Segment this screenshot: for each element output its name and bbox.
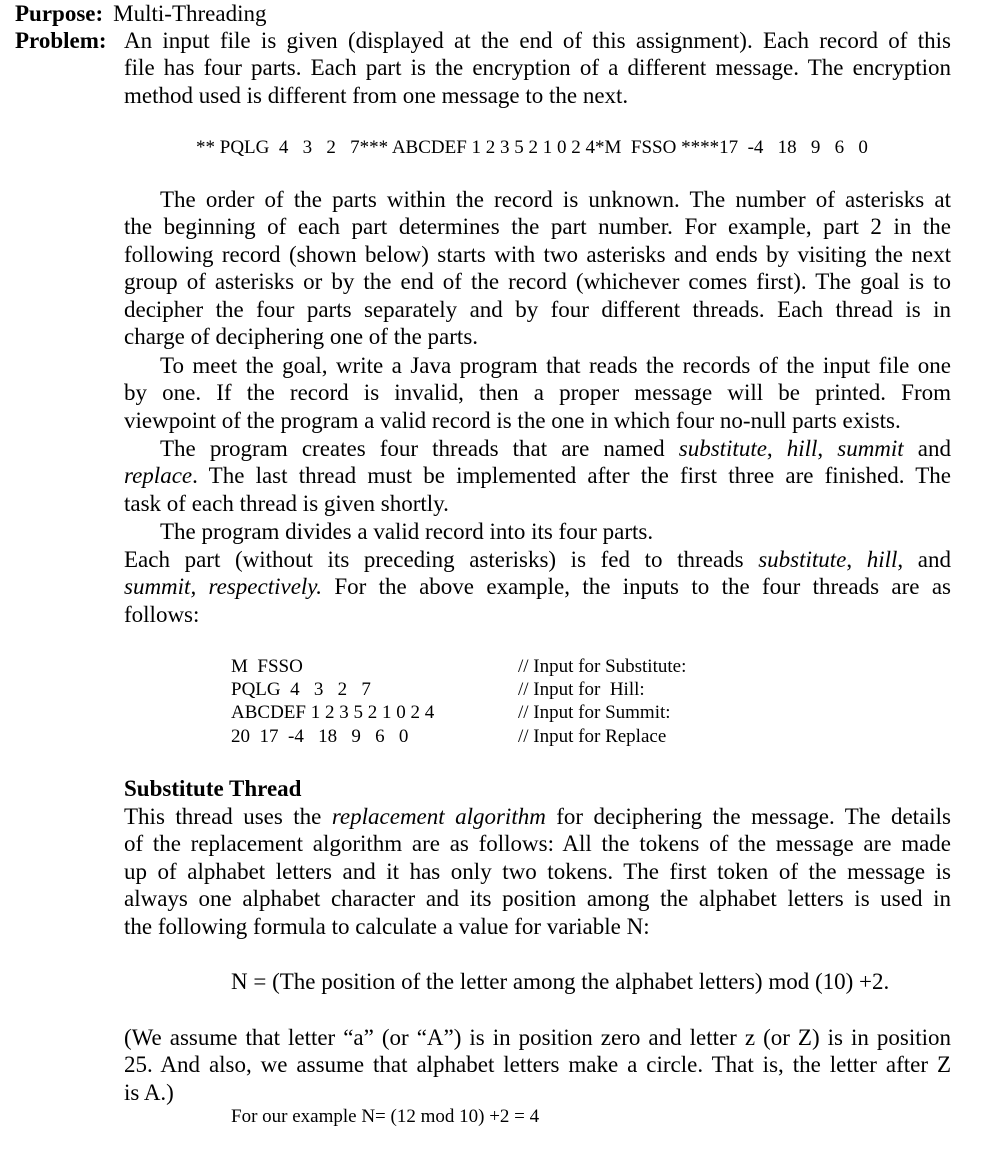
divides-line: The program divides a valid record into its four parts. [160,519,654,544]
each-part-hill: hill [866,547,898,572]
threads-line-2 [124,462,951,489]
order-line-2: the beginning of each part determines the part number. For example, part 2 in the [124,214,951,240]
input-summit: ABCDEF 1 2 3 5 2 1 0 2 4 [231,702,435,724]
each-part-line-1 [124,546,951,573]
substitute-line-1 [124,803,951,830]
order-line-6: charge of deciphering one of the parts. [124,323,479,349]
thread-name-hill: hill [786,436,818,461]
order-paragraph [124,186,951,350]
problem-paragraph [124,27,951,109]
goal-line-3: viewpoint of the program a valid record is the one in which four no-null parts exists. [124,407,901,433]
each-part-substitute: substitute [758,547,847,572]
order-line-5: decipher the four parts separately and by four different threads. Each thread is in [124,296,951,322]
comment-hill: // Input for Hill: [518,679,645,701]
inputs-column [231,655,511,748]
each-part-line-2 [124,573,951,600]
problem-line-2: file has four parts. Each part is the encryption of a different message. The encryption [124,55,951,81]
purpose-text: Multi-Threading [113,1,267,26]
substitute-heading: Substitute Thread [124,776,302,801]
threads-line-2-text: . The last thread must be implemented after the first three are finished. The [192,463,951,489]
substitute-line-1-start: This thread uses the [124,804,332,829]
goal-line-1: To meet the goal, write a Java program that reads the records of the input file one [160,353,951,378]
problem-line-3: method used is different from one message to the next. [124,82,629,108]
thread-name-substitute: substitute [678,436,767,461]
comments-column [518,655,778,748]
divides-paragraph [124,518,951,545]
assumption-line-2: 25. And also, we assume that alphabet letters make a circle. That is, the letter after Z [124,1052,951,1078]
substitute-line-5: the following formula to calculate a value for variable N: [124,913,650,939]
problem-label-line [15,27,107,54]
input-substitute: M FSSO [231,656,303,677]
problem-line-1: An input file is given (displayed at the end of this assignment). Each record of this [124,28,951,53]
purpose-label: Purpose: [15,1,104,26]
problem-label: Problem: [15,28,107,53]
goal-paragraph [124,352,951,434]
each-part-line-1-text: Each part (without its preceding asterisks) is fed to threads [124,547,759,572]
threads-sep-2: , [817,436,838,461]
comment-summit: // Input for Summit: [518,702,671,724]
threads-paragraph [124,435,951,517]
order-line-1: The order of the parts within the record is unknown. The number of asterisks at [160,187,951,212]
comment-substitute: // Input for Substitute: [518,656,687,677]
replacement-algorithm-term: replacement algorithm [331,804,546,829]
purpose-line [15,0,266,27]
substitute-line-4: always one alphabet character and its position among the alphabet letters is used in [124,886,951,912]
each-part-line-3: follows: [124,601,200,627]
assumption-paragraph [124,1024,951,1106]
substitute-paragraph [124,803,951,940]
sample-record: ** PQLG 4 3 2 7*** ABCDEF 1 2 3 5 2 1 0 2 4*M FSSO ****17 -4 18 9 6 0 [196,137,868,158]
thread-name-summit: summit [837,436,904,461]
threads-line-3: task of each thread is given shortly. [124,490,449,516]
formula: N = (The position of the letter among the alphabet letters) mod (10) +2. [231,969,890,994]
input-hill: PQLG 4 3 2 7 [231,679,371,701]
threads-line-1 [124,435,951,462]
threads-sep-1: , [766,436,787,461]
input-replace: 20 17 -4 18 9 6 0 [231,725,409,747]
each-part-sep-1: , [846,547,867,572]
order-line-3: following record (shown below) starts with two asterisks and ends by visiting the next [124,241,951,267]
assumption-line-1: (We assume that letter “a” (or “A”) is in position zero and letter z (or Z) is in position [124,1025,951,1050]
goal-line-2: by one. If the record is invalid, then a proper message will be printed. From [124,380,951,406]
substitute-line-3: up of alphabet letters and it has only two tokens. The first token of the message is [124,858,951,884]
each-part-line-2-text: For the above example, the inputs to the four threads are as [322,574,951,600]
comment-replace: // Input for Replace [518,725,667,747]
assumption-line-3: is A.) [124,1079,174,1105]
each-part-line-1-end: , and [897,547,952,572]
example-calculation: For our example N= (12 mod 10) +2 = 4 [231,1106,540,1127]
substitute-line-1-end: for deciphering the message. The details [545,804,951,829]
threads-line-1-text: The program creates four threads that are named [160,436,679,461]
each-part-paragraph [124,546,951,628]
thread-name-replace: replace [124,463,193,489]
each-part-summit: summit, respectively. [124,574,322,600]
threads-line-1-end: and [903,436,951,461]
order-line-4: group of asterisks or by the end of the record (whichever comes first). The goal is to [124,269,951,295]
substitute-line-2: of the replacement algorithm are as follows: All the tokens of the message are made [124,831,951,857]
